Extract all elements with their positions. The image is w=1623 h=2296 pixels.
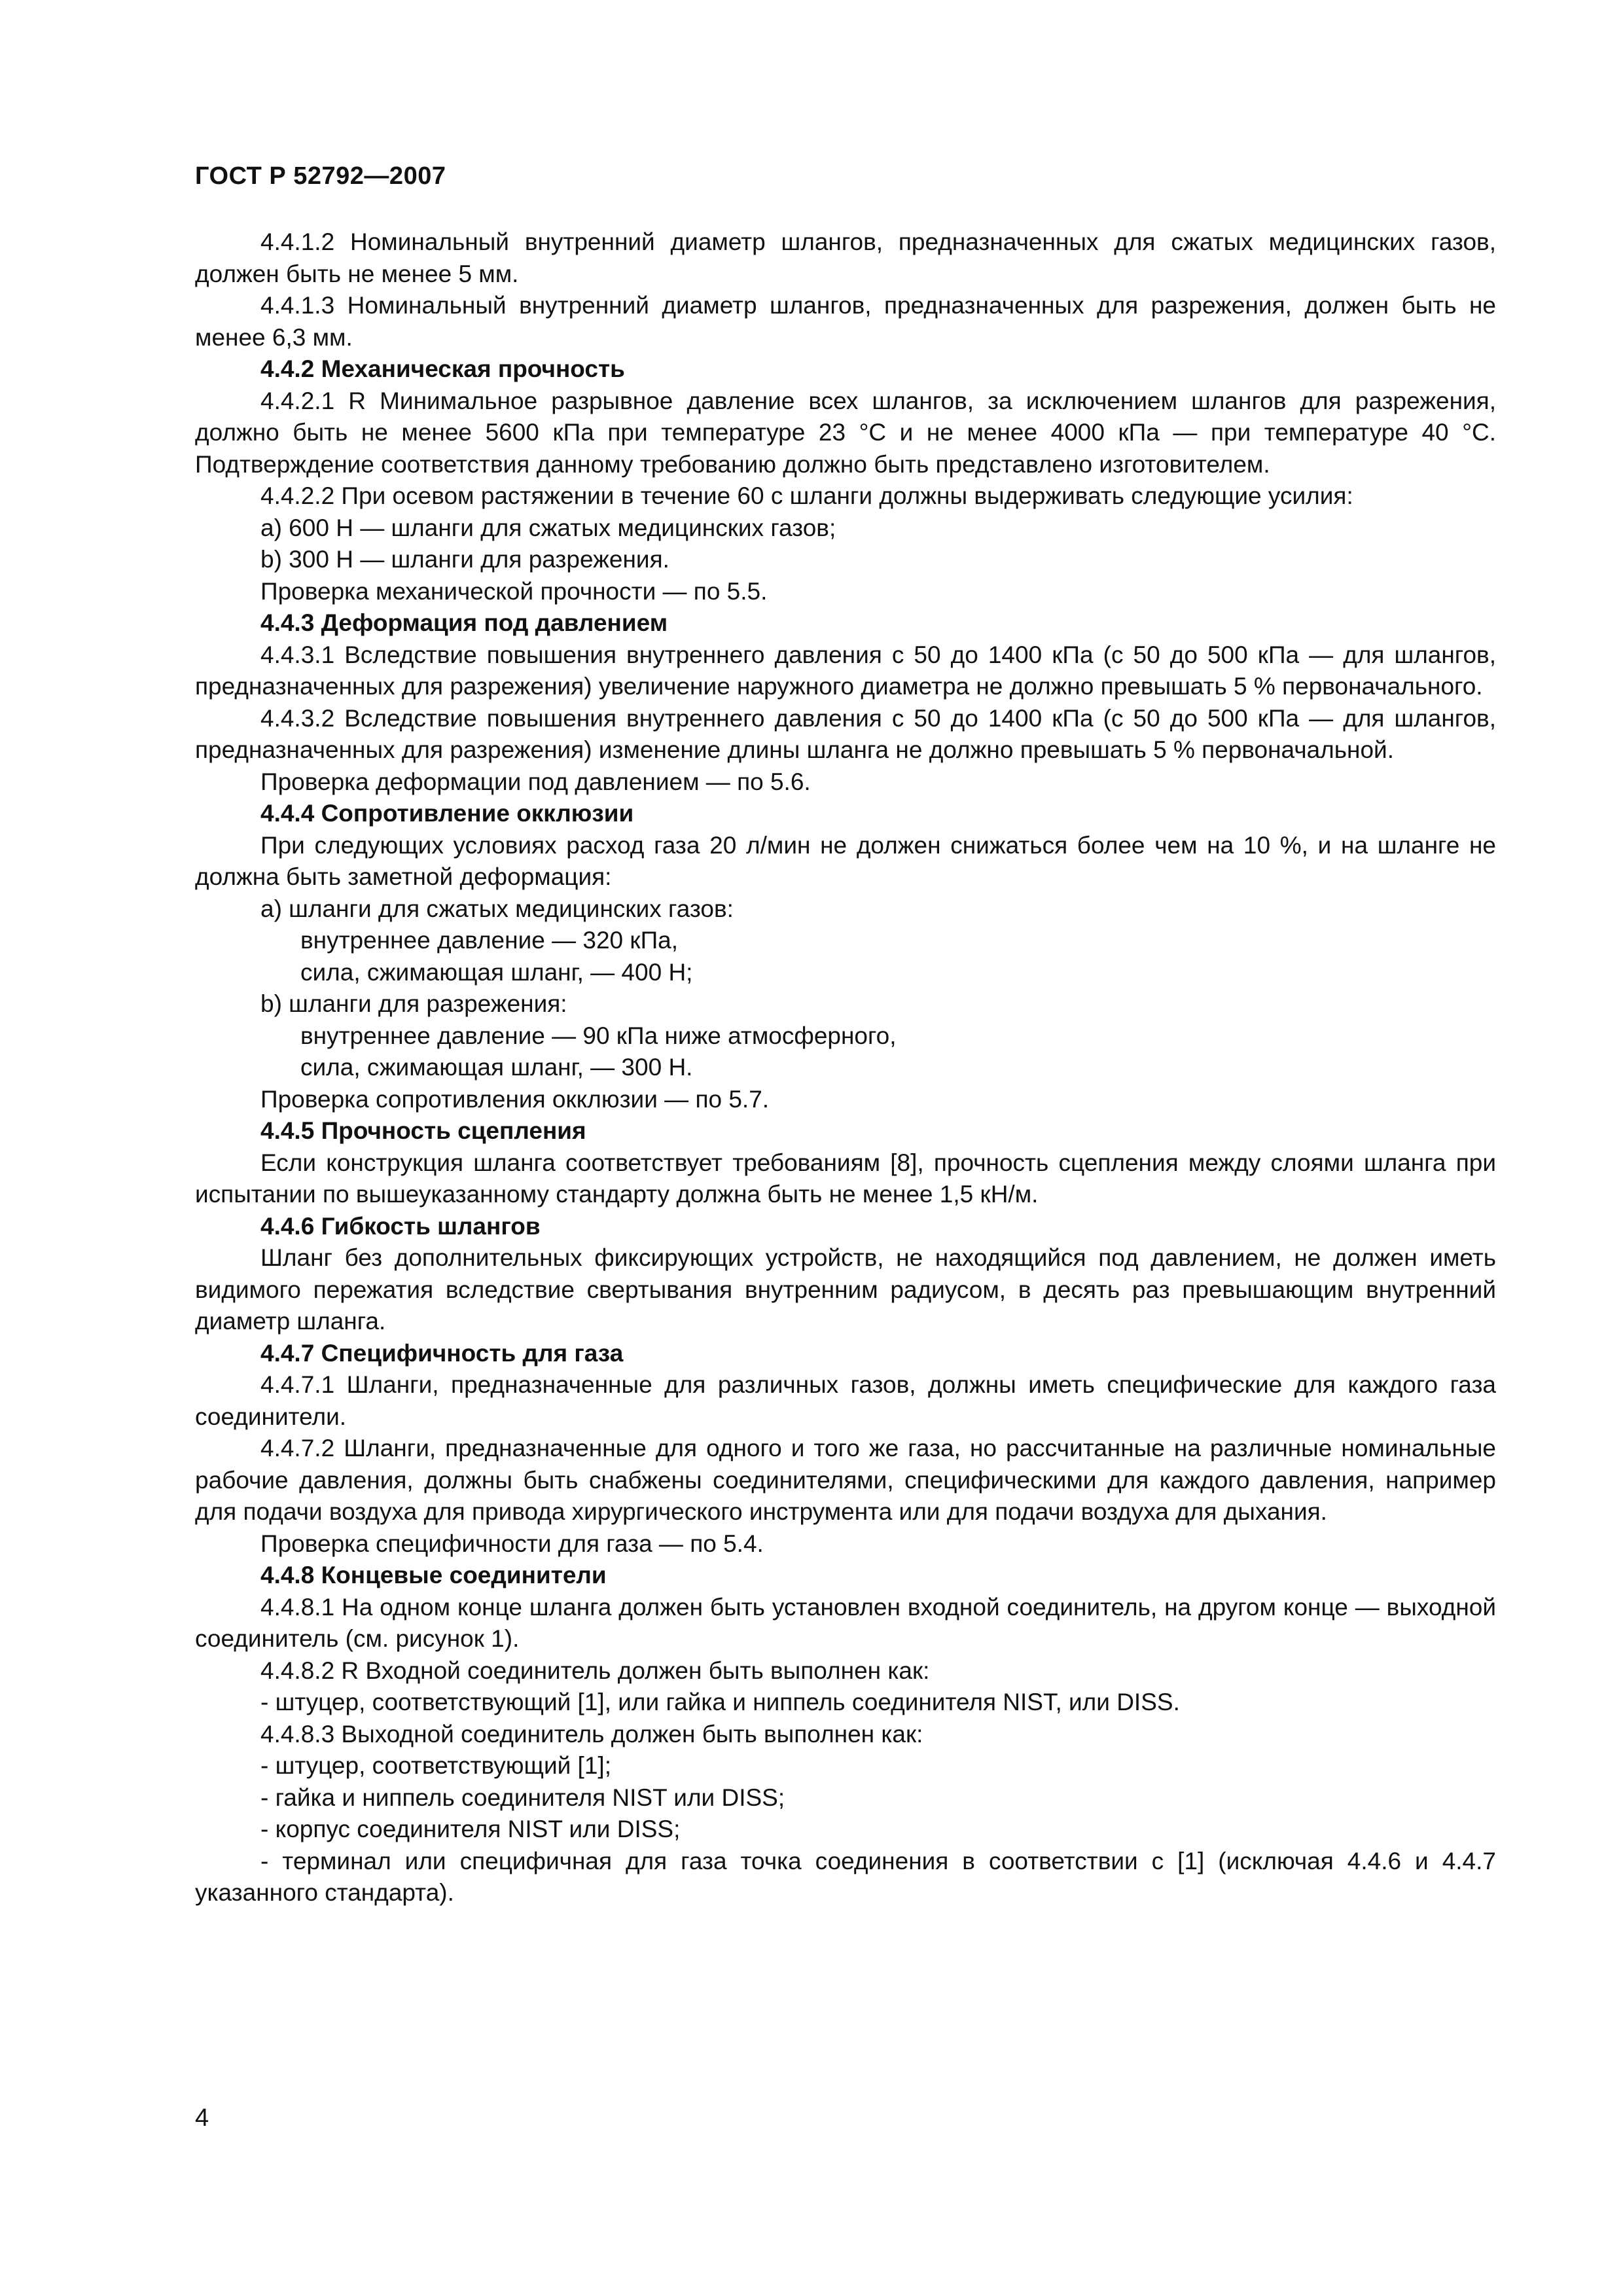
list-subitem: внутреннее давление — 320 кПа,	[300, 927, 679, 954]
list-item: Проверка механической прочности — по 5.5.	[260, 577, 768, 605]
paragraph: 4.4.1.3 Номинальный внутренний диаметр шлангов, предназначенных для разрежения, должен быть не менее 6,3 мм.	[195, 292, 1496, 351]
list-item: - штуцер, соответствующий [1], или гайка и ниппель соединителя NIST, или DISS.	[260, 1689, 1180, 1715]
document-header: ГОСТ Р 52792—2007	[195, 162, 446, 190]
paragraph: 4.4.3.2 Вследствие повышения внутреннего давления с 50 до 1400 кПа (с 50 до 500 кПа — для шлангов, предназначенных для разрежения) изменение длины шланга не должно превышать 5 % первоначальной.	[195, 704, 1496, 763]
list-item: Проверка деформации под давлением — по 5.6.	[260, 768, 811, 795]
paragraph: 4.4.2.1 R Минимальное разрывное давление всех шлангов, за исключением шлангов для разрежения, должно быть не менее 5600 кПа при температуре 23 °С и не менее 4000 кПа — при температуре 40 °С. Подтверждение соответствия данному требованию должно быть представлено изготовителем.	[195, 387, 1496, 478]
document-body	[195, 226, 1496, 1909]
list-item: b) 300 Н — шланги для разрежения.	[260, 546, 669, 573]
paragraph: 4.4.7.1 Шланги, предназначенные для различных газов, должны иметь специфические для каждого газа соединители.	[195, 1371, 1496, 1430]
section-heading: 4.4.6 Гибкость шлангов	[260, 1212, 541, 1240]
paragraph: 4.4.3.1 Вследствие повышения внутреннего давления с 50 до 1400 кПа (с 50 до 500 кПа — для шлангов, предназначенных для разрежения) увеличение наружного диаметра не должно превышать 5 % первоначального.	[195, 641, 1496, 700]
list-subitem: сила, сжимающая шланг, — 400 Н;	[300, 958, 693, 986]
page-number: 4	[195, 2104, 209, 2132]
list-item: Проверка специфичности для газа — по 5.4.	[260, 1530, 764, 1557]
list-item: a) 600 Н — шланги для сжатых медицинских газов;	[260, 514, 836, 541]
list-item: - штуцер, соответствующий [1];	[260, 1752, 611, 1779]
list-item: Проверка сопротивления окклюзии — по 5.7.	[260, 1085, 770, 1113]
list-item: a) шланги для сжатых медицинских газов:	[260, 895, 734, 922]
section-heading: 4.4.5 Прочность сцепления	[260, 1117, 586, 1144]
paragraph: Если конструкция шланга соответствует требованиям [8], прочность сцепления между слоями шланга при испытании по вышеуказанному стандарту должна быть не менее 1,5 кН/м.	[195, 1149, 1496, 1208]
list-item: - корпус соединителя NIST или DISS;	[260, 1816, 681, 1842]
paragraph: 4.4.7.2 Шланги, предназначенные для одного и того же газа, но рассчитанные на различные номинальные рабочие давления, должны быть снабжены соединителями, специфическими для каждого давления, например для подачи воздуха для привода хирургического инструмента или для подачи воздуха для дыхания.	[195, 1435, 1496, 1525]
section-heading: 4.4.7 Специфичность для газа	[260, 1339, 624, 1367]
paragraph: 4.4.8.2 R Входной соединитель должен быть выполнен как:	[260, 1657, 930, 1684]
section-heading: 4.4.2 Механическая прочность	[260, 355, 625, 382]
section-heading: 4.4.8 Концевые соединители	[260, 1562, 607, 1588]
paragraph: 4.4.8.3 Выходной соединитель должен быть выполнен как:	[260, 1720, 923, 1748]
paragraph: 4.4.8.1 На одном конце шланга должен быть установлен входной соединитель, на другом конце — выходной соединитель (см. рисунок 1).	[195, 1593, 1496, 1652]
list-item: b) шланги для разрежения:	[260, 990, 567, 1017]
section-heading: 4.4.3 Деформация под давлением	[260, 609, 668, 636]
paragraph: При следующих условиях расход газа 20 л/мин не должен снижаться более чем на 10 %, и на шланге не должна быть заметной деформация:	[195, 831, 1496, 890]
paragraph: 4.4.2.2 При осевом растяжении в течение 60 с шланги должны выдерживать следующие усилия:	[260, 482, 1353, 509]
section-heading: 4.4.4 Сопротивление окклюзии	[260, 800, 634, 827]
paragraph: Шланг без дополнительных фиксирующих устройств, не находящийся под давлением, не должен иметь видимого пережатия вследствие свертывания внутренним радиусом, в десять раз превышающим внутренний диаметр шланга.	[195, 1244, 1496, 1335]
list-subitem: внутреннее давление — 90 кПа ниже атмосферного,	[300, 1022, 897, 1049]
paragraph: 4.4.1.2 Номинальный внутренний диаметр шлангов, предназначенных для сжатых медицинских газов, должен быть не менее 5 мм.	[195, 228, 1496, 287]
list-item: - гайка и ниппель соединителя NIST или DISS;	[260, 1784, 785, 1811]
list-subitem: сила, сжимающая шланг, — 300 Н.	[300, 1054, 693, 1081]
paragraph: - терминал или специфичная для газа точка соединения в соответствии с [1] (исключая 4.4.6 и 4.4.7 указанного стандарта).	[195, 1847, 1496, 1906]
